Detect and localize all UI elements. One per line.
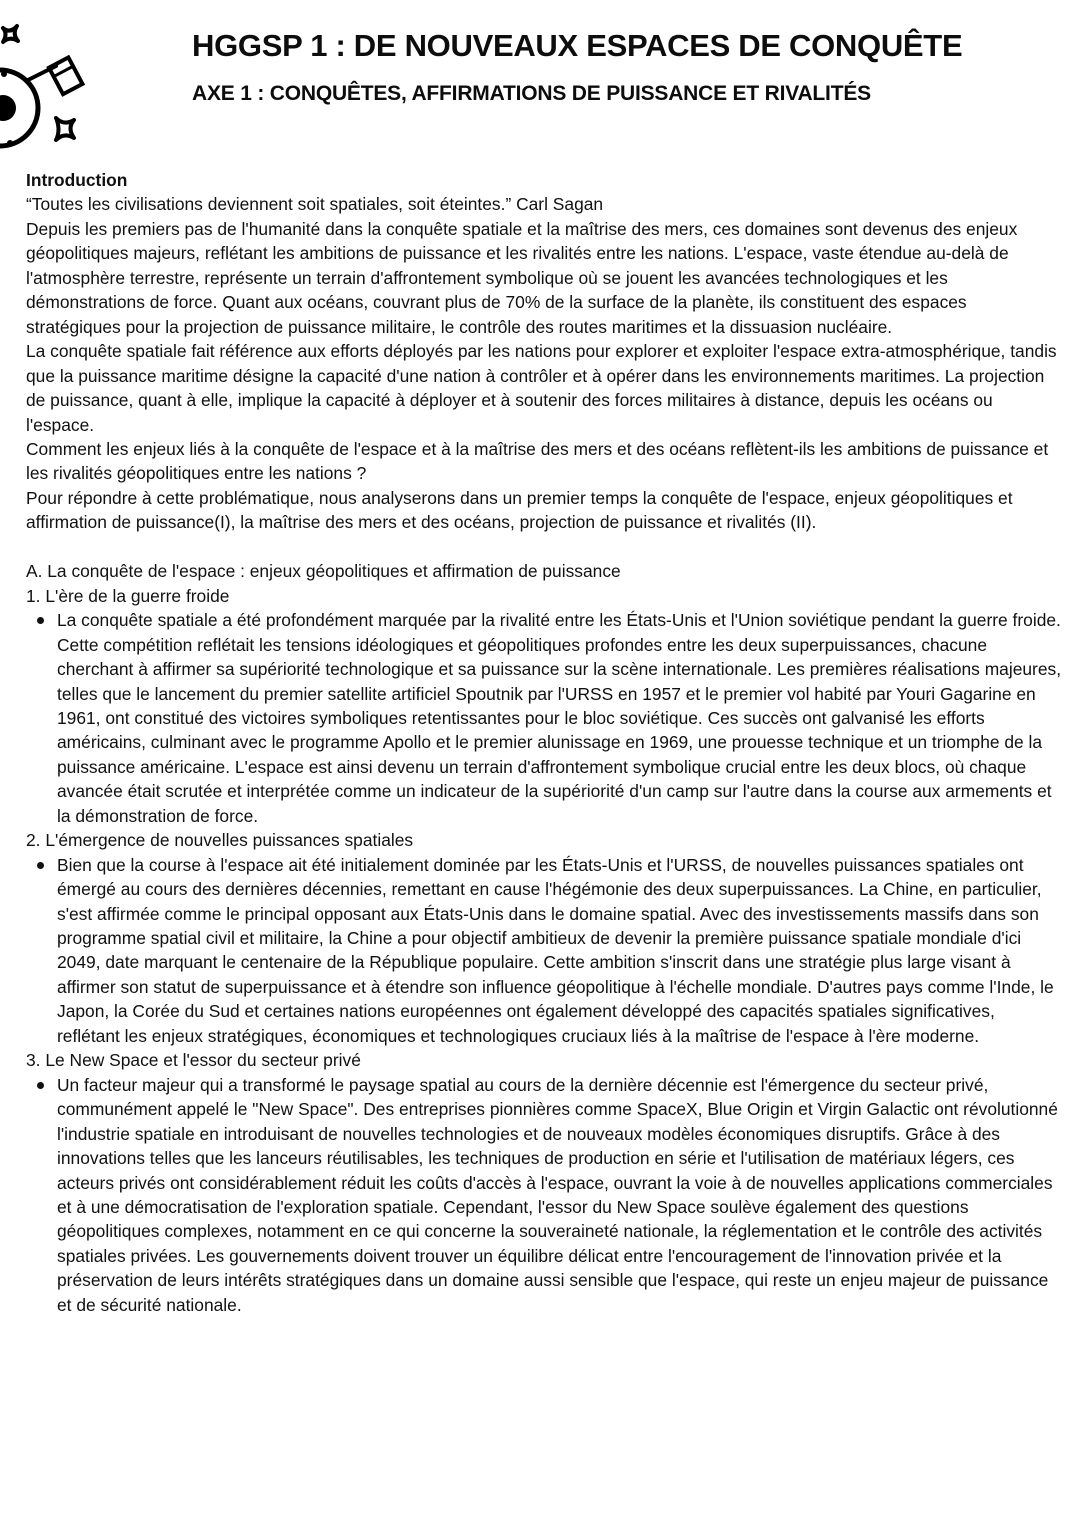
- bullet-list: [26, 1073, 1062, 1318]
- page-subtitle: AXE 1 : CONQUÊTES, AFFIRMATIONS DE PUISSANCE ET RIVALITÉS: [192, 82, 871, 105]
- introduction-paragraph: La conquête spatiale fait référence aux efforts déployés par les nations pour explorer et exploiter l'espace extra-atmosphérique, tandis que la puissance maritime désigne la capacité d'une nation à contrôler et à opérer dans les environnements maritimes. La projection de puissance, quant à elle, implique la capacité à déployer et à soutenir des forces militaires à distance, depuis les océans ou l'espace.: [26, 341, 1057, 435]
- page-title: HGGSP 1 : DE NOUVEAUX ESPACES DE CONQUÊTE: [192, 28, 963, 63]
- star-icon: [3, 26, 18, 42]
- introduction-paragraph: Depuis les premiers pas de l'humanité dans la conquête spatiale et la maîtrise des mers, ces domaines sont devenus des enjeux géopolitiques majeurs, reflétant les ambitions de puissance et les rivalités entre les nations. L'espace, vaste étendue au-delà de l'atmosphère terrestre, représente un terrain d'affrontement symbolique où se jouent les avancées technologiques et les démonstrations de force. Quant aux océans, couvrant plus de 70% de la surface de la planète, ils constituent des espaces stratégiques pour la projection de puissance militaire, le contrôle des routes maritimes et la dissuasion nucléaire.: [26, 218, 1018, 337]
- section-a-heading: A. La conquête de l'espace : enjeux géopolitiques et affirmation de puissance: [26, 561, 621, 582]
- problematique-paragraph: Comment les enjeux liés à la conquête de l'espace et à la maîtrise des mers et des océans reflètent-ils les ambitions de puissance et les rivalités géopolitiques entre les nations ?: [26, 438, 1049, 484]
- bullet-item: La conquête spatiale a été profondément marquée par la rivalité entre les États-Unis et l'Union soviétique pendant la guerre froide. Cette compétition reflétait les tensions idéologiques et géopolitiques profondes entre les deux superpuissances, chacune cherchant à affirmer sa supériorité technologique et sa puissance sur la scène internationale. Les premières réalisations majeures, telles que le lancement du premier satellite artificiel Spoutnik par l'URSS en 1957 et le premier vol habité par Youri Gagarine en 1961, ont constitué des victoires symboliques retentissantes pour le bloc soviétique. Ces succès ont galvanisé les efforts américains, culminant avec le programme Apollo et le premier alunissage en 1969, une prouesse technique et un triomphe de la puissance américaine. L'espace est ainsi devenu un terrain d'affrontement symbolique crucial entre les deux blocs, où chaque avancée était scrutée et interprétée comme un indicateur de la supériorité d'un camp sur l'autre dans la course aux armements et la démonstration de force.: [57, 608, 1062, 828]
- subsection-heading: 3. Le New Space et l'essor du secteur privé: [26, 1050, 361, 1071]
- bullet-list: [26, 608, 1062, 828]
- bullet-list: [26, 853, 1062, 1049]
- plan-paragraph: Pour répondre à cette problématique, nous analyserons dans un premier temps la conquête de l'espace, enjeux géopolitiques et affirmation de puissance(I), la maîtrise des mers et des océans, projection de puissance et rivalités (II).: [26, 487, 1013, 533]
- bullet-item: Bien que la course à l'espace ait été initialement dominée par les États-Unis et l'URSS, de nouvelles puissances spatiales ont émergé au cours des dernières décennies, remettant en cause l'hégémonie des deux superpuissances. La Chine, en particulier, s'est affirmée comme le principal opposant aux États-Unis dans le domaine spatial. Avec des investissements massifs dans son programme spatial civil et militaire, la Chine a pour objectif ambitieux de devenir la première puissance spatiale mondiale d'ici 2049, date marquant le centenaire de la République populaire. Cette ambition s'inscrit dans une stratégie plus large visant à affirmer son statut de superpuissance et à étendre son influence géopolitique à l'échelle mondiale. D'autres pays comme l'Inde, le Japon, la Corée du Sud et certaines nations européennes ont également développé des capacités spatiales significatives, reflétant les enjeux stratégiques, économiques et technologiques cruciaux liés à la maîtrise de l'espace à l'ère moderne.: [57, 853, 1062, 1049]
- subsection-heading: 2. L'émergence de nouvelles puissances spatiales: [26, 830, 414, 851]
- planet-flag-stars-icon: [0, 0, 100, 190]
- introduction-quote: “Toutes les civilisations deviennent soit spatiales, soit éteintes.” Carl Sagan: [26, 194, 604, 215]
- bullet-item: Un facteur majeur qui a transformé le paysage spatial au cours de la dernière décennie est l'émergence du secteur privé, communément appelé le "New Space". Des entreprises pionnières comme SpaceX, Blue Origin et Virgin Galactic ont révolutionné l'industrie spatiale en introduisant de nouvelles technologies et de nouveaux modèles économiques disruptifs. Grâce à des innovations telles que les lanceurs réutilisables, les techniques de production en série et l'utilisation de matériaux légers, ces acteurs privés ont considérablement réduit les coûts d'accès à l'espace, ouvrant la voie à de nouvelles applications commerciales et à une démocratisation de l'exploration spatiale. Cependant, l'essor du New Space soulève également des questions géopolitiques complexes, notamment en ce qui concerne la souveraineté nationale, la réglementation et le contrôle des activités spatiales privées. Les gouvernements doivent trouver un équilibre délicat entre l'encouragement de l'innovation privée et la préservation de leurs intérêts stratégiques dans un domaine aussi sensible que l'espace, qui reste un enjeu majeur de puissance et de sécurité nationale.: [57, 1073, 1062, 1318]
- subsection-heading: 1. L'ère de la guerre froide: [26, 585, 230, 606]
- introduction-heading: Introduction: [26, 170, 128, 190]
- blank-line: [26, 535, 1062, 559]
- star-icon: [56, 118, 74, 140]
- document-body: [26, 168, 1062, 1317]
